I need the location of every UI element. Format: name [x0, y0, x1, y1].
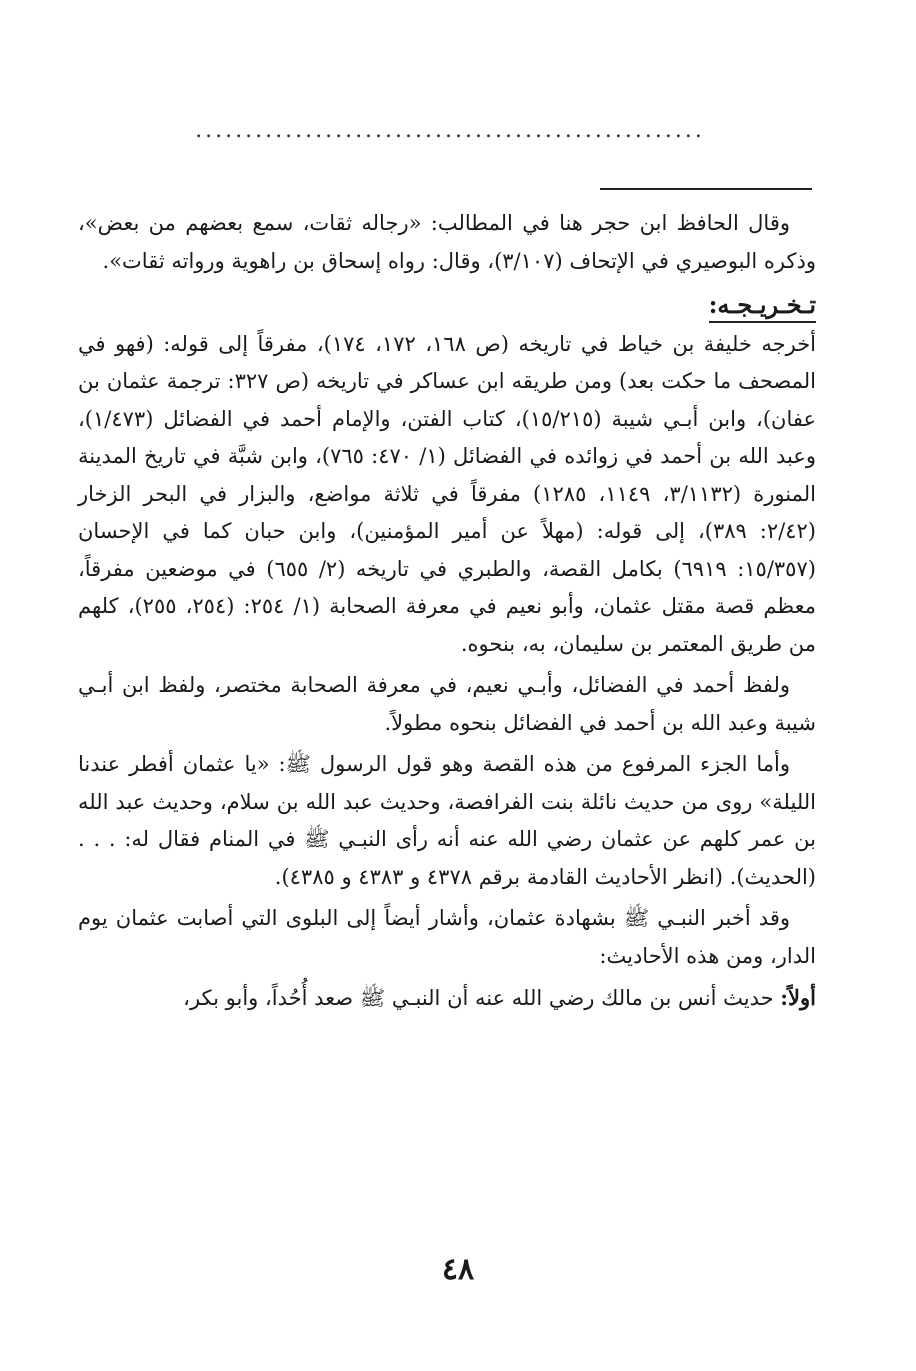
first-hadith-lead: أولاً:	[780, 985, 816, 1010]
section-heading	[78, 286, 816, 324]
page-body	[78, 205, 816, 1022]
paragraph-prophecy: وقد أخبر النبـي ﷺ بشهادة عثمان، وأشار أيضاً إلى البلوى التي أصابت عثمان يوم الدار، ومن هذه الأحاديث:	[78, 906, 816, 968]
page-number: ٤٨	[441, 1252, 475, 1287]
paragraph-hafiz-quote: وقال الحافظ ابن حجر هنا في المطالب: «رجاله ثقات، سمع بعضهم من بعض»، وذكره البوصيري في الإتحاف (٣/١٠٧)، وقال: رواه إسحاق بن راهوية ورواته ثقات».	[78, 211, 816, 273]
paragraph-wording: ولفظ أحمد في الفضائل، وأبـي نعيم، في معرفة الصحابة مختصر، ولفظ ابن أبـي شيبة وعبد الله بن أحمد في الفضائل بنحوه مطولاً.	[78, 673, 816, 735]
first-hadith-text: حديث أنس بن مالك رضي الله عنه أن النبـي ﷺ صعد أُحُداً، وأبو بكر،	[183, 986, 781, 1010]
footnote-separator-dots: ...................................................	[195, 118, 705, 143]
paragraph-marfu: وأما الجزء المرفوع من هذه القصة وهو قول الرسول ﷺ: «يا عثمان أفطر عندنا الليلة» روى من حديث نائلة بنت الفرافصة، وحديث عبد الله بن سلام، وحديث عبد الله بن عمر كلهم عن عثمان رضي الله عنه أنه رأى النبـي ﷺ في المنام فقال له: . . . (الحديث). (انظر الأحاديث القادمة برقم ٤٣٧٨ و ٤٣٨٣ و ٤٣٨٥).	[78, 752, 816, 889]
paragraph-first-hadith	[78, 979, 816, 1018]
section-heading-text: تـخـريـجـه:	[709, 290, 816, 323]
footnote-rule	[600, 188, 812, 190]
paragraph-takhrij: أخرجه خليفة بن خياط في تاريخه (ص ١٦٨، ١٧٢، ١٧٤)، مفرقاً إلى قوله: (فهو في المصحف ما حكت بعد) ومن طريقه ابن عساكر في تاريخه (ص ٣٢٧: ترجمة عثمان بن عفان)، وابن أبـي شيبة (١٥/٢١٥)، كتاب الفتن، والإمام أحمد في الفضائل (١/٤٧٣)، وعبد الله بن أحمد في زوائده في الفضائل (١/ ٤٧٠: ٧٦٥)، وابن شبَّة في تاريخ المدينة المنورة (٣/١١٣٢، ١١٤٩، ١٢٨٥) مفرقاً في ثلاثة مواضع، والبزار في البحر الزخار (٢/٤٢: ٣٨٩)، إلى قوله: (مهلاً عن أمير المؤمنين)، وابن حبان كما في الإحسان (١٥/٣٥٧: ٦٩١٩) بكامل القصة، والطبري في تاريخه (٢/ ٦٥٥) في موضعين مفرقاً، معظم قصة مقتل عثمان، وأبو نعيم في معرفة الصحابة (١/ ٢٥٤: (٢٥٤، ٢٥٥)، كلهم من طريق المعتمر بن سليمان، به، بنحوه.	[78, 331, 817, 656]
